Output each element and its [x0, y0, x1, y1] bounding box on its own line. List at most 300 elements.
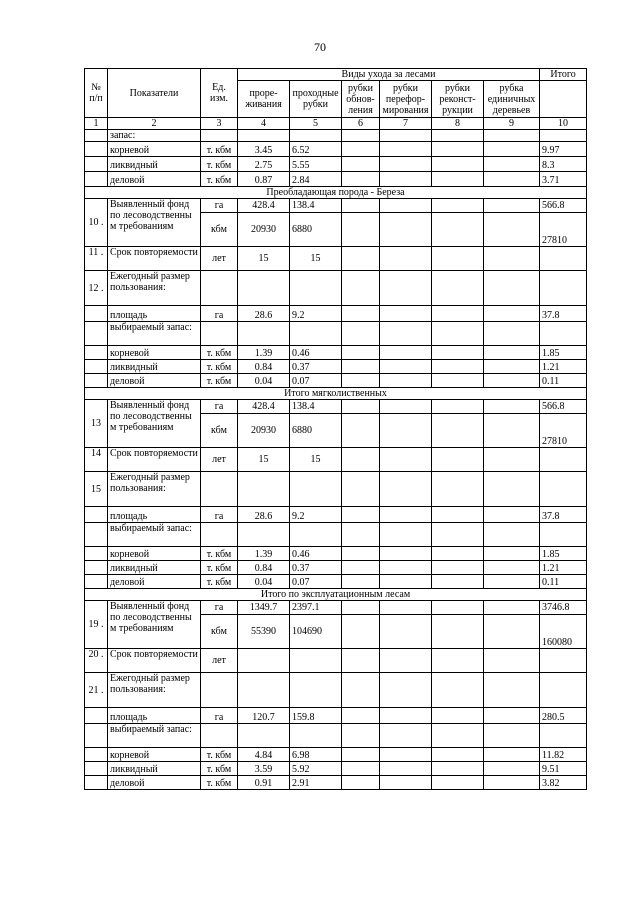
table-row	[85, 507, 587, 523]
index-row	[85, 118, 587, 130]
thinning-value: 2.75	[238, 157, 290, 172]
empty-cell	[201, 673, 238, 708]
table-row	[85, 575, 587, 589]
empty-cell	[380, 673, 432, 708]
empty-cell	[290, 523, 342, 547]
empty-cell	[432, 400, 484, 414]
col-header-total: Итого	[540, 69, 587, 81]
total-value	[540, 130, 587, 142]
empty-cell	[432, 374, 484, 388]
empty-cell	[238, 724, 290, 748]
row-number: 20 .	[85, 649, 108, 673]
indicator-label: Срок повторяемости	[108, 448, 201, 472]
empty-cell	[342, 507, 380, 523]
passage-value: 0.37	[290, 360, 342, 374]
empty-cell	[432, 448, 484, 472]
empty-cell	[484, 172, 540, 187]
empty-cell	[201, 271, 238, 306]
index-cell: 2	[108, 118, 201, 130]
empty-cell	[342, 547, 380, 561]
unit-cell: лет	[201, 247, 238, 271]
table-row	[85, 247, 587, 271]
unit-cell: т. кбм	[201, 157, 238, 172]
indicator-label: Срок повторяемости	[108, 649, 201, 673]
table-row	[85, 673, 587, 708]
empty-cell	[432, 472, 484, 507]
empty-cell	[432, 157, 484, 172]
index-cell: 1	[85, 118, 108, 130]
thinning-value: 1.39	[238, 547, 290, 561]
index-cell: 4	[238, 118, 290, 130]
table-row	[85, 547, 587, 561]
empty-cell	[484, 322, 540, 346]
passage-value: 6880	[290, 414, 342, 448]
empty-cell	[342, 673, 380, 708]
row-number	[85, 157, 108, 172]
empty-cell	[484, 601, 540, 615]
table-row	[85, 187, 587, 199]
table-row	[85, 199, 587, 213]
col-header-renewal-cutting: рубки обнов-ления	[342, 81, 380, 118]
empty-cell	[342, 271, 380, 306]
indicator-label: запас:	[108, 130, 201, 142]
empty-cell	[432, 271, 484, 306]
col-header-passage-cutting: проходные рубки	[290, 81, 342, 118]
index-cell: 3	[201, 118, 238, 130]
empty-cell	[201, 724, 238, 748]
index-cell: 6	[342, 118, 380, 130]
empty-cell	[85, 748, 108, 762]
empty-cell	[484, 199, 540, 213]
unit-cell: т. кбм	[201, 360, 238, 374]
empty-cell	[380, 346, 432, 360]
table-row	[85, 708, 587, 724]
passage-value: 5.92	[290, 762, 342, 776]
passage-value: 0.46	[290, 547, 342, 561]
thinning-value: 28.6	[238, 507, 290, 523]
row-number: 10 .	[85, 199, 108, 247]
empty-cell	[432, 601, 484, 615]
empty-cell	[540, 271, 587, 306]
unit-cell: га	[201, 306, 238, 322]
empty-cell	[342, 748, 380, 762]
table-row	[85, 448, 587, 472]
passage-value: 159.8	[290, 708, 342, 724]
unit-cell: т. кбм	[201, 374, 238, 388]
passage-value: 104690	[290, 615, 342, 649]
total-value: 1.85	[540, 346, 587, 360]
empty-cell	[484, 762, 540, 776]
thinning-value	[238, 649, 290, 673]
row-number: 19 .	[85, 601, 108, 649]
index-cell: 10	[540, 118, 587, 130]
indicator-label: ликвидный	[108, 762, 201, 776]
empty-cell	[290, 724, 342, 748]
table-row	[85, 472, 587, 507]
empty-cell	[540, 523, 587, 547]
empty-cell	[484, 547, 540, 561]
empty-cell	[432, 724, 484, 748]
indicator-label: корневой	[108, 346, 201, 360]
empty-cell	[342, 172, 380, 187]
empty-cell	[380, 374, 432, 388]
empty-cell	[85, 306, 108, 322]
unit-cell: лет	[201, 448, 238, 472]
indicator-label: площадь	[108, 708, 201, 724]
empty-cell	[85, 708, 108, 724]
empty-cell	[380, 448, 432, 472]
table-row	[85, 523, 587, 547]
empty-cell	[432, 762, 484, 776]
col-header-care-types: Виды ухода за лесами	[238, 69, 540, 81]
unit-cell: га	[201, 601, 238, 615]
empty-cell	[342, 142, 380, 157]
empty-cell	[290, 472, 342, 507]
thinning-value: 4.84	[238, 748, 290, 762]
total-value: 0.11	[540, 575, 587, 589]
passage-value: 0.07	[290, 374, 342, 388]
empty-cell	[85, 507, 108, 523]
indicator-label: ликвидный	[108, 157, 201, 172]
empty-cell	[342, 472, 380, 507]
empty-cell	[484, 157, 540, 172]
empty-cell	[380, 748, 432, 762]
col-header-thinning: проре-живания	[238, 81, 290, 118]
thinning-value: 0.84	[238, 360, 290, 374]
empty-cell	[342, 776, 380, 790]
empty-cell	[342, 157, 380, 172]
empty-cell	[432, 748, 484, 762]
passage-value: 9.2	[290, 507, 342, 523]
empty-cell	[432, 199, 484, 213]
empty-cell	[380, 507, 432, 523]
indicator-label: Выявленный фонд по лесоводственны м требованиям	[108, 199, 201, 247]
empty-cell	[484, 142, 540, 157]
passage-value: 9.2	[290, 306, 342, 322]
empty-cell	[85, 374, 108, 388]
empty-cell	[238, 271, 290, 306]
section-title: Итого мягколиственных	[85, 388, 587, 400]
empty-cell	[85, 561, 108, 575]
passage-value: 2.84	[290, 172, 342, 187]
total-value: 1.21	[540, 360, 587, 374]
total-value: 280.5	[540, 708, 587, 724]
indicator-label: деловой	[108, 374, 201, 388]
unit-cell: лет	[201, 649, 238, 673]
passage-value: 5.55	[290, 157, 342, 172]
indicator-label: выбираемый запас:	[108, 724, 201, 748]
unit-cell: га	[201, 507, 238, 523]
total-value: 1.85	[540, 547, 587, 561]
thinning-value: 15	[238, 448, 290, 472]
table-row	[85, 724, 587, 748]
indicator-label: Ежегодный размер пользования:	[108, 673, 201, 708]
unit-cell: т. кбм	[201, 748, 238, 762]
table-row	[85, 172, 587, 187]
total-value: 37.8	[540, 306, 587, 322]
empty-cell	[484, 360, 540, 374]
indicator-label: Срок повторяемости	[108, 247, 201, 271]
unit-cell: га	[201, 199, 238, 213]
passage-value: 2.91	[290, 776, 342, 790]
empty-cell	[342, 213, 380, 247]
thinning-value: 15	[238, 247, 290, 271]
empty-cell	[342, 322, 380, 346]
empty-cell	[380, 708, 432, 724]
col-header-reformation-cutting: рубки перефор-мирования	[380, 81, 432, 118]
empty-cell	[484, 523, 540, 547]
empty-cell	[484, 247, 540, 271]
thinning-value	[238, 130, 290, 142]
table-row	[85, 400, 587, 414]
empty-cell	[432, 306, 484, 322]
empty-cell	[540, 322, 587, 346]
empty-cell	[380, 271, 432, 306]
empty-cell	[85, 547, 108, 561]
empty-cell	[484, 575, 540, 589]
indicator-label: деловой	[108, 776, 201, 790]
thinning-value: 1.39	[238, 346, 290, 360]
empty-cell	[540, 247, 587, 271]
empty-cell	[201, 322, 238, 346]
thinning-value: 0.04	[238, 575, 290, 589]
empty-cell	[342, 601, 380, 615]
row-number: 12 .	[85, 271, 108, 306]
empty-cell	[380, 575, 432, 589]
unit-cell: кбм	[201, 615, 238, 649]
passage-value: 6.98	[290, 748, 342, 762]
empty-cell	[380, 142, 432, 157]
empty-cell	[540, 472, 587, 507]
row-number: 21 .	[85, 673, 108, 708]
empty-cell	[380, 172, 432, 187]
total-value: 37.8	[540, 507, 587, 523]
empty-cell	[380, 306, 432, 322]
empty-cell	[432, 575, 484, 589]
empty-cell	[380, 157, 432, 172]
empty-cell	[380, 130, 432, 142]
empty-cell	[484, 748, 540, 762]
indicator-label: Выявленный фонд по лесоводственны м требованиям	[108, 400, 201, 448]
empty-cell	[238, 322, 290, 346]
empty-cell	[85, 575, 108, 589]
empty-cell	[540, 724, 587, 748]
empty-cell	[380, 523, 432, 547]
empty-cell	[342, 448, 380, 472]
empty-cell	[342, 649, 380, 673]
empty-cell	[380, 360, 432, 374]
empty-cell	[85, 322, 108, 346]
empty-cell	[484, 130, 540, 142]
indicator-label: Ежегодный размер пользования:	[108, 472, 201, 507]
empty-cell	[85, 360, 108, 374]
empty-cell	[484, 213, 540, 247]
total-value: 9.97	[540, 142, 587, 157]
empty-cell	[342, 374, 380, 388]
table-row	[85, 157, 587, 172]
table-row	[85, 346, 587, 360]
unit-cell: т. кбм	[201, 776, 238, 790]
section-title: Преобладающая порода - Береза	[85, 187, 587, 199]
col-header-indicator: Показатели	[108, 69, 201, 118]
row-number	[85, 172, 108, 187]
passage-value: 6880	[290, 213, 342, 247]
table-row	[85, 271, 587, 306]
forest-care-table	[84, 68, 587, 790]
empty-cell	[484, 507, 540, 523]
passage-value: 0.07	[290, 575, 342, 589]
thinning-value: 120.7	[238, 708, 290, 724]
empty-cell	[380, 762, 432, 776]
empty-cell	[342, 360, 380, 374]
passage-value: 2397.1	[290, 601, 342, 615]
empty-cell	[342, 575, 380, 589]
empty-cell	[432, 142, 484, 157]
empty-cell	[432, 414, 484, 448]
page-number: 70	[314, 40, 326, 54]
empty-cell	[432, 673, 484, 708]
table-row	[85, 388, 587, 400]
row-number: 13	[85, 400, 108, 448]
indicator-label: Ежегодный размер пользования:	[108, 271, 201, 306]
empty-cell	[432, 360, 484, 374]
table-row	[85, 589, 587, 601]
empty-cell	[484, 346, 540, 360]
empty-cell	[540, 448, 587, 472]
indicator-label: Выявленный фонд по лесоводственны м требованиям	[108, 601, 201, 649]
empty-cell	[85, 724, 108, 748]
empty-cell	[540, 649, 587, 673]
empty-cell	[380, 547, 432, 561]
total-value: 566.8	[540, 400, 587, 414]
empty-cell	[432, 247, 484, 271]
indicator-label: деловой	[108, 172, 201, 187]
empty-cell	[342, 400, 380, 414]
unit-cell: кбм	[201, 213, 238, 247]
empty-cell	[432, 346, 484, 360]
empty-cell	[342, 414, 380, 448]
empty-cell	[432, 172, 484, 187]
thinning-value: 3.59	[238, 762, 290, 776]
thinning-value: 55390	[238, 615, 290, 649]
col-header-unit: Ед. изм.	[201, 69, 238, 118]
index-cell: 8	[432, 118, 484, 130]
empty-cell	[432, 649, 484, 673]
thinning-value: 20930	[238, 414, 290, 448]
thinning-value: 28.6	[238, 306, 290, 322]
unit-cell: га	[201, 708, 238, 724]
thinning-value: 0.04	[238, 374, 290, 388]
passage-value: 15	[290, 448, 342, 472]
table-row	[85, 306, 587, 322]
thinning-value: 428.4	[238, 400, 290, 414]
col-header-no: № п/п	[85, 69, 108, 118]
empty-cell	[432, 523, 484, 547]
empty-cell	[380, 776, 432, 790]
empty-cell	[342, 130, 380, 142]
row-number	[85, 130, 108, 142]
empty-cell	[380, 322, 432, 346]
passage-value: 0.37	[290, 561, 342, 575]
unit-cell: га	[201, 400, 238, 414]
passage-value	[290, 649, 342, 673]
empty-cell	[380, 199, 432, 213]
table-row	[85, 601, 587, 615]
indicator-label: выбираемый запас:	[108, 322, 201, 346]
index-cell: 5	[290, 118, 342, 130]
empty-cell	[432, 547, 484, 561]
empty-cell	[342, 523, 380, 547]
row-number	[85, 142, 108, 157]
total-value: 8.3	[540, 157, 587, 172]
thinning-value: 0.84	[238, 561, 290, 575]
empty-cell	[432, 213, 484, 247]
empty-cell	[85, 762, 108, 776]
empty-cell	[342, 724, 380, 748]
empty-cell	[432, 322, 484, 346]
table-row	[85, 360, 587, 374]
indicator-label: ликвидный	[108, 561, 201, 575]
indicator-label: площадь	[108, 306, 201, 322]
passage-value	[290, 130, 342, 142]
empty-cell	[484, 374, 540, 388]
indicator-label: площадь	[108, 507, 201, 523]
total-value: 3.82	[540, 776, 587, 790]
empty-cell	[484, 724, 540, 748]
indicator-label: корневой	[108, 547, 201, 561]
unit-cell: т. кбм	[201, 142, 238, 157]
empty-cell	[342, 306, 380, 322]
empty-cell	[201, 523, 238, 547]
empty-cell	[342, 708, 380, 724]
passage-value: 15	[290, 247, 342, 271]
table-row	[85, 762, 587, 776]
passage-value: 6.52	[290, 142, 342, 157]
thinning-value: 0.87	[238, 172, 290, 187]
total-value: 9.51	[540, 762, 587, 776]
empty-cell	[484, 400, 540, 414]
empty-cell	[238, 523, 290, 547]
index-cell: 9	[484, 118, 540, 130]
row-number: 14	[85, 448, 108, 472]
passage-value: 0.46	[290, 346, 342, 360]
empty-cell	[484, 615, 540, 649]
section-title: Итого по эксплуатационным лесам	[85, 589, 587, 601]
indicator-label: корневой	[108, 142, 201, 157]
empty-cell	[238, 472, 290, 507]
indicator-label: выбираемый запас:	[108, 523, 201, 547]
total-value: 1.21	[540, 561, 587, 575]
empty-cell	[432, 776, 484, 790]
empty-cell	[380, 561, 432, 575]
empty-cell	[380, 601, 432, 615]
empty-cell	[85, 346, 108, 360]
empty-cell	[484, 448, 540, 472]
empty-cell	[290, 271, 342, 306]
unit-cell: т. кбм	[201, 762, 238, 776]
empty-cell	[380, 213, 432, 247]
empty-cell	[380, 649, 432, 673]
empty-cell	[484, 414, 540, 448]
empty-cell	[484, 472, 540, 507]
table-row	[85, 322, 587, 346]
unit-cell: т. кбм	[201, 547, 238, 561]
empty-cell	[342, 762, 380, 776]
indicator-label: деловой	[108, 575, 201, 589]
unit-cell: кбм	[201, 414, 238, 448]
empty-cell	[484, 708, 540, 724]
total-value: 0.11	[540, 374, 587, 388]
